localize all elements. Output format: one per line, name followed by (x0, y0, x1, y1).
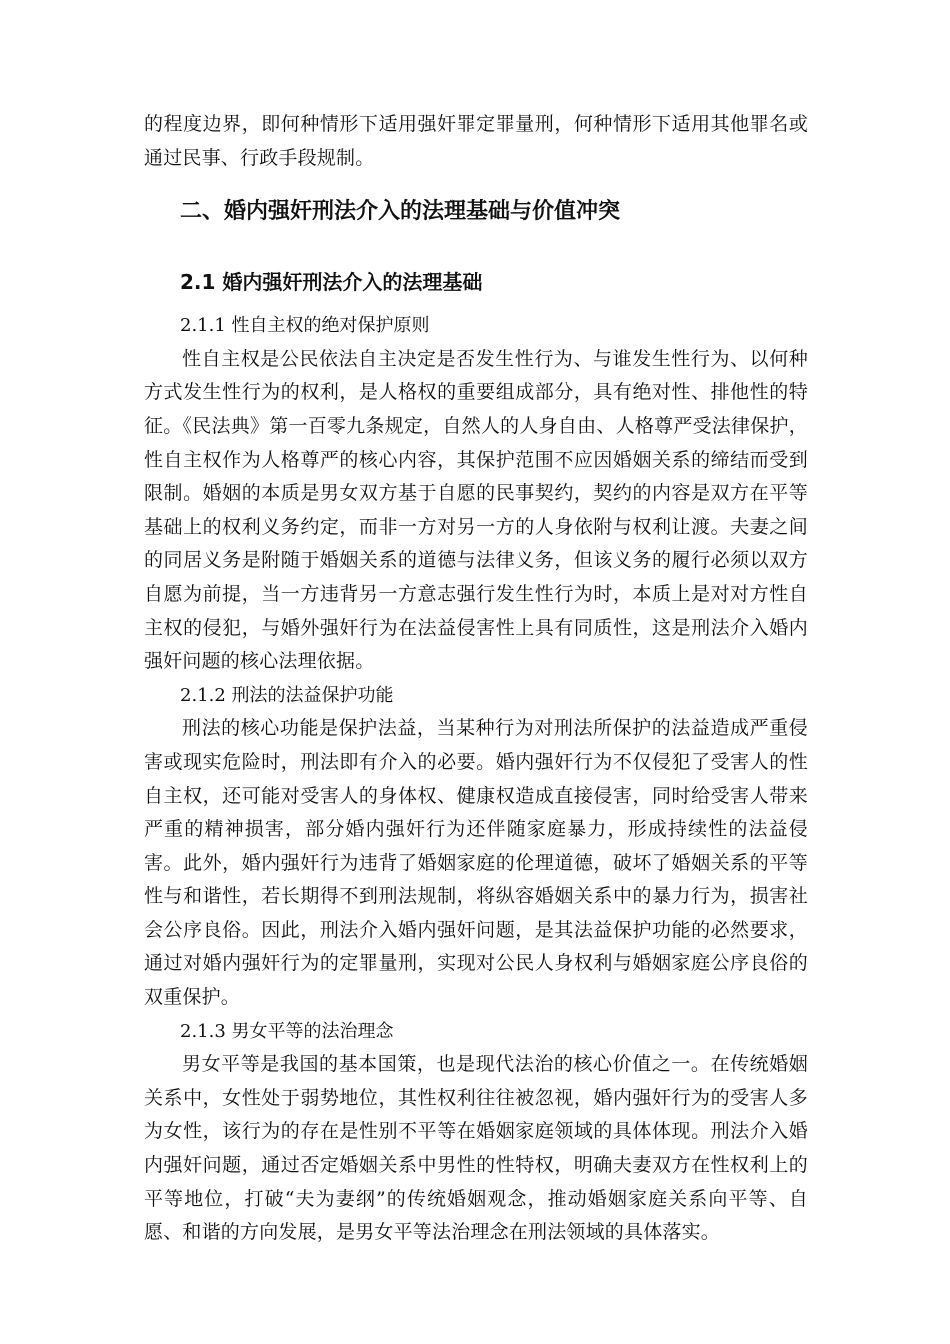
subsection-paragraph-1: 性自主权是公民依法自主决定是否发生性行为、与谁发生性行为、以何种方式发生性行为的权利，是人格权的重要组成部分，具有绝对性、排他性的特征。《民法典》第一百零九条规定，自然人的人身自由、人格尊严受法律保护，性自主权作为人格尊严的核心内容，其保护范围不应因婚姻关系的缔结而受到限制。婚姻的本质是男女双方基于自愿的民事契约，契约的内容是双方在平等基础上的权利义务约定，而非一方对另一方的人身依附与权利让渡。夫妻之间的同居义务是附随于婚姻关系的道德与法律义务，但该义务的履行必须以双方自愿为前提，当一方违背另一方意志强行发生性行为时，本质上是对对方性自主权的侵犯，与婚外强奸行为在法益侵害性上具有同质性，这是刑法介入婚内强奸问题的核心法理依据。 (144, 347, 808, 673)
subsection-heading-3: 2.1.3 男女平等的法治理念 (180, 1020, 394, 1042)
intro-paragraph: 的程度边界，即何种情形下适用强奸罪定罪量刑，何种情形下适用其他罪名或通过民事、行政手段规制。 (144, 113, 808, 169)
subsection-paragraph-3: 男女平等是我国的基本国策，也是现代法治的核心价值之一。在传统婚姻关系中，女性处于弱势地位，其性权利往往被忽视，婚内强奸行为的受害人多为女性，该行为的存在是性别不平等在婚姻家庭领域的具体体现。刑法介入婚内强奸问题，通过否定婚姻关系中男性的性特权，明确夫妻双方在性权利上的平等地位，打破“夫为妻纲”的传统婚姻观念，推动婚姻家庭关系向平等、自愿、和谐的方向发展，是男女平等法治理念在刑法领域的具体落实。 (144, 1053, 808, 1244)
subsection-heading-2: 2.1.2 刑法的法益保护功能 (180, 684, 394, 706)
subsection-heading-1: 2.1.1 性自主权的绝对保护原则 (180, 315, 430, 337)
document-page (144, 108, 808, 1250)
section-title: 二、婚内强奸刑法介入的法理基础与价值冲突 (180, 199, 621, 225)
subsection-paragraph-2: 刑法的核心功能是保护法益，当某种行为对刑法所保护的法益造成严重侵害或现实危险时，刑法即有介入的必要。婚内强奸行为不仅侵犯了受害人的性自主权，还可能对受害人的身体权、健康权造成直接侵害，同时给受害人带来严重的精神损害，部分婚内强奸行为还伴随家庭暴力，形成持续性的法益侵害。此外，婚内强奸行为违背了婚姻家庭的伦理道德，破坏了婚姻关系的平等性与和谐性，若长期得不到刑法规制，将纵容婚姻关系中的暴力行为，损害社会公序良俗。因此，刑法介入婚内强奸问题，是其法益保护功能的必然要求，通过对婚内强奸行为的定罪量刑，实现对公民人身权利与婚姻家庭公序良俗的双重保护。 (144, 717, 808, 1009)
subsection-title: 2.1 婚内强奸刑法介入的法理基础 (180, 270, 483, 295)
